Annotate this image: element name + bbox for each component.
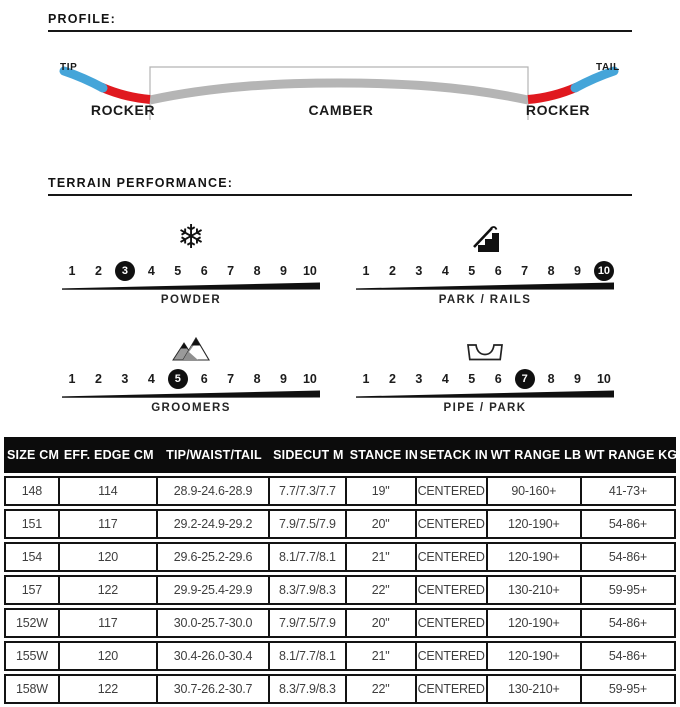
table-row — [4, 476, 676, 506]
scale-number: 8 — [547, 371, 555, 386]
table-cell: CENTERED — [417, 608, 488, 638]
tail-label: TAIL — [596, 62, 620, 73]
table-cell: 157 — [4, 575, 60, 605]
table-cell: 8.3/7.9/8.3 — [270, 674, 347, 704]
table-cell: 148 — [4, 476, 60, 506]
scale-label: POWDER — [160, 294, 222, 306]
halfpipe-icon — [466, 343, 504, 362]
scale-numbers — [356, 368, 614, 389]
table-cell: 21" — [347, 542, 417, 572]
table-cell: 154 — [4, 542, 60, 572]
table-cell: 7.9/7.5/7.9 — [270, 509, 347, 539]
table-cell: 30.0-25.7-30.0 — [158, 608, 270, 638]
table-header-row — [4, 437, 676, 473]
table-cell: 19" — [347, 476, 417, 506]
scale-number: 6 — [494, 263, 502, 278]
terrain-scale-pipe-park — [350, 316, 620, 414]
scale-number: 1 — [362, 263, 370, 278]
table-cell: 21" — [347, 641, 417, 671]
table-cell: 54-86+ — [582, 509, 676, 539]
scale-number: 5 — [468, 263, 476, 278]
scale-number: 8 — [253, 371, 261, 386]
scale-number: 1 — [68, 371, 76, 386]
table-cell: CENTERED — [417, 476, 488, 506]
scale-number: 8 — [253, 263, 261, 278]
table-header-cell: STANCE IN — [347, 437, 417, 473]
table-cell: 122 — [60, 575, 158, 605]
scale-number: 6 — [200, 263, 208, 278]
table-cell: 117 — [60, 608, 158, 638]
scale-number: 3 — [415, 371, 423, 386]
table-cell: 30.4-26.0-30.4 — [158, 641, 270, 671]
table-cell: 120-190+ — [488, 608, 582, 638]
table-cell: 8.1/7.7/8.1 — [270, 542, 347, 572]
table-cell: 20" — [347, 509, 417, 539]
table-cell: 152W — [4, 608, 60, 638]
table-cell: 20" — [347, 608, 417, 638]
camber-segment — [150, 83, 528, 100]
scale-number: 4 — [441, 371, 449, 386]
scale-number: 6 — [494, 371, 502, 386]
snowflake-icon: ❄ — [177, 217, 205, 256]
scale-number: 10 — [302, 371, 317, 386]
table-cell: CENTERED — [417, 674, 488, 704]
table-cell: 59-95+ — [582, 674, 676, 704]
table-cell: 120 — [60, 641, 158, 671]
table-cell: CENTERED — [417, 509, 488, 539]
scale-number: 2 — [388, 371, 396, 386]
table-cell: 114 — [60, 476, 158, 506]
rocker-segment-left — [101, 87, 150, 100]
scale-number: 8 — [547, 263, 555, 278]
table-cell: CENTERED — [417, 641, 488, 671]
table-cell: 8.3/7.9/8.3 — [270, 575, 347, 605]
table-cell: 151 — [4, 509, 60, 539]
scale-number: 4 — [147, 263, 155, 278]
scale-number: 6 — [200, 371, 208, 386]
tip-segment — [64, 71, 103, 88]
scale-numbers — [356, 260, 614, 281]
table-row — [4, 641, 676, 671]
table-cell: 59-95+ — [582, 575, 676, 605]
table-row — [4, 509, 676, 539]
spec-sheet-page — [0, 12, 680, 696]
table-cell: CENTERED — [417, 575, 488, 605]
table-cell: 22" — [347, 575, 417, 605]
scale-number: 2 — [94, 371, 102, 386]
scale-number: 7 — [227, 263, 235, 278]
table-header-cell: TIP/WAIST/TAIL — [158, 437, 270, 473]
tip-label: TIP — [60, 62, 78, 73]
scale-number: 10 — [302, 263, 317, 278]
scale-number: 4 — [441, 263, 449, 278]
scale-wedge-bar — [356, 390, 614, 398]
camber-label: CAMBER — [308, 102, 374, 118]
table-cell: 41-73+ — [582, 476, 676, 506]
table-cell: CENTERED — [417, 542, 488, 572]
scale-wedge-bar — [62, 390, 320, 398]
scale-rating-selected: 10 — [594, 261, 614, 281]
terrain-scale-powder — [56, 208, 326, 306]
scale-label: PARK / RAILS — [438, 294, 532, 306]
table-cell: 120-190+ — [488, 509, 582, 539]
table-header-cell: SETACK IN — [417, 437, 488, 473]
profile-diagram — [0, 32, 680, 164]
table-row — [4, 575, 676, 605]
table-header-cell: WT RANGE KG — [582, 437, 676, 473]
table-cell: 54-86+ — [582, 641, 676, 671]
scale-numbers — [62, 260, 320, 281]
scale-label: GROOMERS — [151, 402, 231, 414]
scale-number: 9 — [574, 263, 581, 278]
table-cell: 117 — [60, 509, 158, 539]
scale-number: 7 — [227, 371, 235, 386]
stairs-rail-icon — [469, 224, 501, 254]
table-cell: 90-160+ — [488, 476, 582, 506]
table-cell: 28.9-24.6-28.9 — [158, 476, 270, 506]
terrain-scale-groomers — [56, 316, 326, 414]
table-cell: 158W — [4, 674, 60, 704]
terrain-heading-text: TERRAIN PERFORMANCE: — [48, 176, 234, 190]
table-row — [4, 542, 676, 572]
table-cell: 8.1/7.7/8.1 — [270, 641, 347, 671]
table-header-cell: SIDECUT M — [270, 437, 347, 473]
rocker-left-label: ROCKER — [90, 102, 156, 118]
profile-heading-text: PROFILE: — [48, 12, 116, 26]
spec-table — [4, 434, 676, 707]
table-cell: 54-86+ — [582, 542, 676, 572]
table-cell: 29.6-25.2-29.6 — [158, 542, 270, 572]
profile-section-heading — [48, 12, 632, 32]
scale-wedge-bar — [356, 282, 614, 290]
scale-number: 9 — [280, 371, 287, 386]
table-cell: 130-210+ — [488, 674, 582, 704]
table-cell: 29.9-25.4-29.9 — [158, 575, 270, 605]
scale-number: 9 — [574, 371, 581, 386]
scale-label: PIPE / PARK — [443, 402, 527, 414]
scale-rating-selected: 5 — [168, 369, 188, 389]
terrain-section-heading — [48, 176, 632, 196]
scale-number: 5 — [174, 263, 182, 278]
table-cell: 7.9/7.5/7.9 — [270, 608, 347, 638]
table-cell: 54-86+ — [582, 608, 676, 638]
table-row — [4, 608, 676, 638]
table-cell: 120 — [60, 542, 158, 572]
scale-numbers — [62, 368, 320, 389]
scale-number: 5 — [468, 371, 476, 386]
table-header-cell: SIZE CM — [4, 437, 60, 473]
table-cell: 30.7-26.2-30.7 — [158, 674, 270, 704]
table-cell: 122 — [60, 674, 158, 704]
scale-number: 2 — [388, 263, 396, 278]
scale-number: 3 — [121, 371, 129, 386]
scale-wedge-bar — [62, 282, 320, 290]
scale-number: 1 — [68, 263, 76, 278]
rocker-segment-right — [528, 87, 577, 100]
scale-number: 2 — [94, 263, 102, 278]
table-header-cell: EFF. EDGE CM — [60, 437, 158, 473]
table-header-cell: WT RANGE LB — [488, 437, 582, 473]
table-cell: 120-190+ — [488, 542, 582, 572]
terrain-scale-park-rails — [350, 208, 620, 306]
scale-rating-selected: 3 — [115, 261, 135, 281]
table-cell: 130-210+ — [488, 575, 582, 605]
table-cell: 29.2-24.9-29.2 — [158, 509, 270, 539]
scale-number: 1 — [362, 371, 370, 386]
scale-number: 10 — [596, 371, 611, 386]
scale-rating-selected: 7 — [515, 369, 535, 389]
mountains-icon — [170, 334, 212, 362]
table-row — [4, 674, 676, 704]
table-cell: 7.7/7.3/7.7 — [270, 476, 347, 506]
scale-number: 7 — [521, 263, 529, 278]
terrain-scales — [56, 208, 680, 414]
scale-number: 4 — [147, 371, 155, 386]
scale-number: 9 — [280, 263, 287, 278]
table-cell: 22" — [347, 674, 417, 704]
table-cell: 120-190+ — [488, 641, 582, 671]
rocker-right-label: ROCKER — [525, 102, 591, 118]
scale-number: 3 — [415, 263, 423, 278]
table-cell: 155W — [4, 641, 60, 671]
tail-segment — [575, 71, 614, 88]
